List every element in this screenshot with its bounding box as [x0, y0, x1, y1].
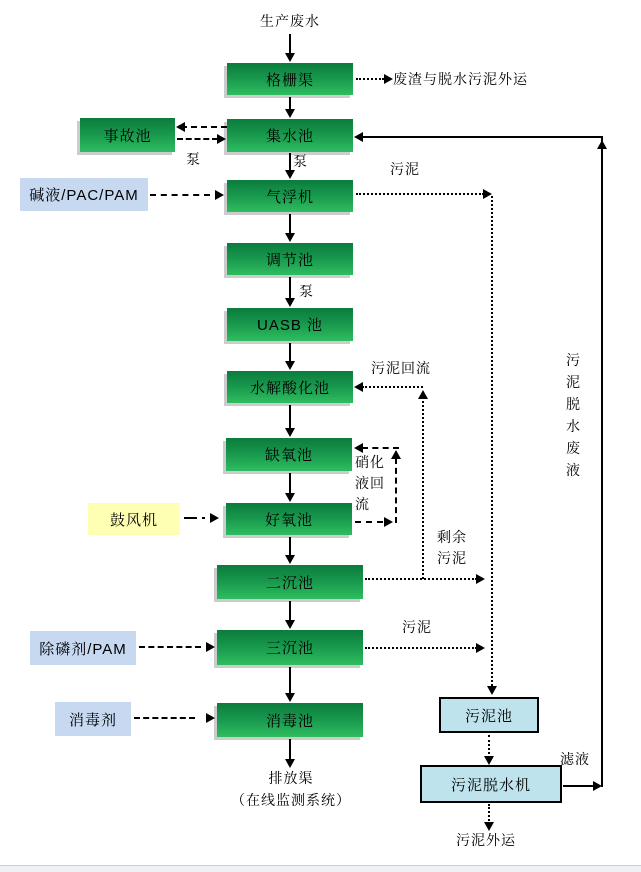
arrowhead-icon — [206, 713, 215, 723]
label-dewater-effluent: 污泥脱水废液 — [566, 352, 581, 478]
arrowhead-icon — [483, 189, 492, 199]
arrowhead-icon — [206, 642, 215, 652]
arrowhead-icon — [354, 382, 363, 392]
flow-line — [365, 647, 477, 649]
flow-line — [289, 537, 291, 555]
input-disinfectant: 消毒剂 — [55, 702, 131, 736]
flow-line — [289, 473, 291, 493]
flow-line — [356, 78, 384, 80]
arrowhead-icon — [593, 781, 602, 791]
input-blower: 鼓风机 — [88, 503, 180, 535]
monitoring-label: （在线监测系统） — [231, 792, 351, 808]
outfall-label: 排放渠 — [268, 770, 314, 786]
bottom-band — [0, 865, 641, 872]
arrowhead-icon — [217, 134, 226, 144]
arrowhead-icon — [285, 555, 295, 564]
flow-line — [289, 667, 291, 693]
node-sludge-dewatering: 污泥脱水机 — [420, 765, 562, 803]
flow-line — [289, 153, 291, 170]
arrowhead-icon — [215, 190, 224, 200]
arrowhead-icon — [487, 686, 497, 695]
arrowhead-icon — [354, 443, 363, 453]
flow-line — [289, 34, 291, 53]
arrowhead-icon — [285, 620, 295, 629]
flow-line — [289, 277, 291, 298]
flow-line — [139, 646, 201, 648]
node-collecting-tank: 集水池 — [227, 119, 353, 152]
arrowhead-icon — [285, 428, 295, 437]
arrowhead-icon — [484, 756, 494, 765]
arrowhead-icon — [476, 574, 485, 584]
label-excess-sludge: 剩余污泥 — [437, 529, 467, 566]
flow-line — [355, 521, 383, 523]
flow-line — [362, 136, 602, 138]
arrowhead-icon — [391, 450, 401, 459]
label-pump-accident: 泵 — [186, 151, 201, 167]
node-hydrolysis-tank: 水解酸化池 — [227, 371, 353, 403]
arrowhead-icon — [285, 170, 295, 179]
label-nitrification-return: 硝化液回流 — [355, 454, 385, 512]
label-sludge-air: 污泥 — [390, 161, 420, 177]
label-sludge-return: 污泥回流 — [371, 360, 431, 376]
arrowhead-icon — [476, 643, 485, 653]
label-pump-regulating: 泵 — [299, 283, 314, 299]
node-accident-tank: 事故池 — [80, 118, 175, 152]
label-pump-collecting: 泵 — [293, 153, 308, 169]
flow-line — [488, 735, 490, 758]
flow-line — [289, 343, 291, 361]
arrowhead-icon — [285, 361, 295, 370]
flow-line — [289, 97, 291, 109]
flow-line — [150, 194, 210, 196]
node-air-flotation: 气浮机 — [227, 180, 353, 212]
flow-line — [362, 447, 399, 449]
arrowhead-icon — [285, 759, 295, 768]
sludge-out-label: 污泥外运 — [456, 832, 516, 848]
arrowhead-icon — [484, 822, 494, 831]
flow-line — [181, 126, 227, 128]
node-tertiary-sed: 三沉池 — [217, 630, 363, 665]
flow-line — [184, 517, 197, 519]
node-regulating-tank: 调节池 — [227, 243, 353, 275]
flow-line — [177, 138, 218, 140]
node-anoxic-tank: 缺氧池 — [226, 438, 352, 471]
label-waste-out: 废渣与脱水污泥外运 — [393, 71, 528, 87]
arrowhead-icon — [285, 53, 295, 62]
arrowhead-icon — [384, 74, 393, 84]
arrowhead-icon — [285, 109, 295, 118]
arrowhead-icon — [597, 140, 607, 149]
node-disinfection-tank: 消毒池 — [217, 703, 363, 737]
flow-line — [422, 394, 424, 579]
node-aerobic-tank: 好氧池 — [226, 503, 352, 535]
arrowhead-icon — [285, 493, 295, 502]
input-alkali-pac-pam: 碱液/PAC/PAM — [20, 178, 148, 211]
source-label: 生产废水 — [260, 13, 320, 29]
flow-line — [601, 136, 603, 787]
flow-line — [356, 193, 484, 195]
arrowhead-icon — [176, 122, 185, 132]
arrowhead-icon — [384, 517, 393, 527]
arrowhead-icon — [285, 298, 295, 307]
node-uasb-tank: UASB 池 — [227, 308, 353, 341]
flow-line — [362, 386, 423, 388]
flow-line — [134, 717, 195, 719]
flow-line — [491, 196, 493, 686]
node-secondary-sed: 二沉池 — [217, 565, 363, 599]
arrowhead-icon — [418, 390, 428, 399]
flow-line — [365, 578, 477, 580]
node-grid-channel: 格栅渠 — [227, 63, 353, 95]
flow-line — [563, 785, 595, 787]
node-sludge-tank: 污泥池 — [439, 697, 539, 733]
flow-line — [488, 804, 490, 824]
label-sludge-tertiary: 污泥 — [402, 619, 432, 635]
arrowhead-icon — [210, 513, 219, 523]
arrowhead-icon — [354, 132, 363, 142]
flow-line — [289, 405, 291, 428]
flow-line — [289, 739, 291, 759]
flow-line — [289, 214, 291, 233]
flow-line — [289, 601, 291, 620]
input-phosphorus-pam: 除磷剂/PAM — [30, 631, 136, 665]
label-filtrate: 滤液 — [560, 751, 590, 767]
arrowhead-icon — [285, 693, 295, 702]
arrowhead-icon — [285, 233, 295, 242]
flow-line — [202, 517, 205, 519]
flow-line — [395, 458, 397, 523]
